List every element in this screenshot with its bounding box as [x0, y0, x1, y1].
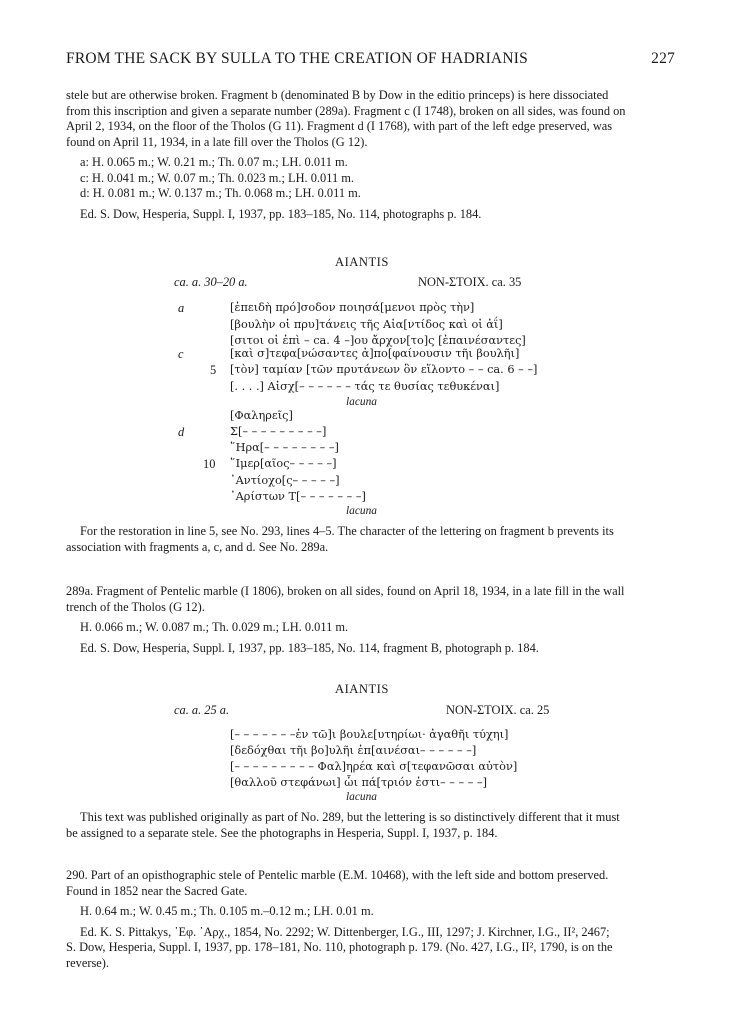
greek-line: [Φαληρεῖς]	[230, 409, 293, 422]
intro-paragraph	[66, 88, 674, 150]
lacuna-label: lacuna	[346, 791, 378, 803]
greek-line: [τὸν] ταμίαν [τῶν πρυτάνεων ὃν εἵλοντο – – ca. 6 – –]	[230, 363, 538, 376]
text-line: be assigned to a separate stele. See the photographs in Hesperia, Suppl. I, 1937, p. 184.	[66, 825, 498, 840]
tribe-heading: AIANTIS	[335, 255, 389, 269]
greek-line: ῞Ιμερ[αῖος– – – – –]	[230, 457, 337, 470]
text-line: from this inscription and given a separate number (289a). Fragment c (I 1748), broken on all sides, was found on	[66, 103, 626, 118]
entry-289a-description	[66, 584, 674, 656]
text-line: Found in 1852 near the Sacred Gate.	[66, 883, 248, 898]
greek-line: ᾿Αντίοχο[ς– – – – –]	[230, 474, 340, 487]
running-title: FROM THE SACK BY SULLA TO THE CREATION OF HADRIANIS	[66, 50, 528, 67]
text-line: This text was published originally as part of No. 289, but the lettering is so distinctively different that it must	[80, 810, 620, 824]
greek-line: ῞Ηρα[– – – – – – – –]	[230, 441, 339, 454]
greek-line: [θαλλοῦ στεφάνωι] ὧι πά[τριόν ἐστι– – – – –]	[230, 776, 488, 789]
text-line: For the restoration in line 5, see No. 293, lines 4–5. The character of the lettering on fragment b prevents its	[80, 524, 614, 538]
text-line: association with fragments a, c, and d. See No. 289a.	[66, 539, 329, 554]
lacuna-label: lacuna	[346, 396, 378, 408]
fragment-label: c	[178, 347, 184, 361]
page-number: 227	[651, 50, 675, 67]
stoichedon-note: NON-ΣΤΟΙΧ. ca. 25	[446, 703, 550, 717]
measurement-c: c: H. 0.041 m.; W. 0.07 m.; Th. 0.023 m.; LH. 0.011 m.	[80, 170, 354, 185]
greek-line: [– – – – – – –ἐν τῶ]ι βουλε[υτηρίωι· ἀγαθῆι τύχηι]	[230, 728, 509, 741]
edition-reference: Ed. S. Dow, Hesperia, Suppl. I, 1937, pp. 183–185, No. 114, fragment B, photograph p. 184.	[80, 640, 539, 655]
measurements-289	[66, 155, 674, 222]
fragment-label: a	[178, 301, 185, 315]
text-line: S. Dow, Hesperia, Suppl. I, 1937, pp. 178–181, No. 110, photograph p. 179. (No. 427, I.G., II², 1790, is on the	[66, 940, 613, 955]
greek-line: [. . . .] Αἰσχ[– – – – – – τάς τε θυσίας τεθυκέναι]	[230, 380, 500, 393]
measurement-d: d: H. 0.081 m.; W. 0.137 m.; Th. 0.068 m.; LH. 0.011 m.	[80, 186, 361, 201]
text-line: found on April 11, 1934, in a late fill over the Tholos (G 12).	[66, 134, 368, 149]
greek-line: [σιτοι οἱ ἐπὶ – ca. 4 –]ου ἄρχον[το]ς [ἐπαινέσαντες]	[230, 334, 526, 347]
text-line: 290. Part of an opisthographic stele of Pentelic marble (E.M. 10468), with the left side and bottom preserved.	[66, 868, 609, 882]
text-line: stele but are otherwise broken. Fragment b (denominated B by Dow in the editio princeps) is here dissociated	[66, 88, 609, 102]
text-line: 289a. Fragment of Pentelic marble (I 1806), broken on all sides, found on April 18, 1934, in a late fill in the wall	[66, 584, 625, 598]
greek-line: [βουλὴν οἱ πρυ]τάνεις τῆς Αἰα[ντίδος καὶ οἱ ἀΐ]	[230, 318, 503, 331]
stoichedon-note: NON-ΣΤΟΙΧ. ca. 35	[418, 275, 522, 289]
entry-290-description	[66, 868, 674, 972]
line-number: 10	[203, 457, 216, 471]
measurement-a: a: H. 0.065 m.; W. 0.21 m.; Th. 0.07 m.; LH. 0.011 m.	[80, 155, 348, 169]
text-line: reverse).	[66, 955, 109, 970]
commentary-289	[66, 524, 674, 555]
edition-reference: Ed. S. Dow, Hesperia, Suppl. I, 1937, pp. 183–185, No. 114, photographs p. 184.	[80, 206, 482, 221]
measurements-289a: H. 0.066 m.; W. 0.087 m.; Th. 0.029 m.; LH. 0.011 m.	[80, 620, 349, 635]
commentary-289a	[66, 810, 674, 841]
greek-line: [καὶ σ]τεφα[νώσαντες ἀ]πο[φαίνουσιν τῆι βουλῆι]	[230, 347, 520, 360]
greek-line: Σ[– – – – – – – – –]	[230, 425, 327, 438]
greek-line: [δεδόχθαι τῆι βο]υλῆι ἐπ[αινέσαι– – – – – –]	[230, 744, 477, 757]
tribe-heading: AIANTIS	[335, 682, 389, 696]
text-line: April 2, 1934, on the floor of the Tholos (G 11). Fragment d (I 1768), with part of the left edge preserved, was	[66, 119, 613, 134]
text-line: trench of the Tholos (G 12).	[66, 599, 205, 614]
edition-reference: Ed. K. S. Pittakys, ᾿Εφ. ᾿Αρχ., 1854, No. 2292; W. Dittenberger, I.G., III, 1297; J. Kirchner, I.G., II², 2467;	[80, 924, 610, 939]
inscription-date: ca. a. 30–20 a.	[174, 275, 248, 289]
measurements-290: H. 0.64 m.; W. 0.45 m.; Th. 0.105 m.–0.12 m.; LH. 0.01 m.	[80, 904, 374, 919]
greek-line: ᾿Αρίστων Τ[– – – – – – –]	[230, 490, 366, 503]
greek-line: [– – – – – – – – – Φαλ]ηρέα καὶ σ[τεφανῶσαι αὐτὸν]	[230, 760, 518, 773]
fragment-label: d	[178, 425, 185, 439]
line-number: 5	[210, 363, 217, 377]
lacuna-label: lacuna	[346, 505, 378, 517]
inscription-date: ca. a. 25 a.	[174, 703, 230, 717]
greek-line: [ἐπειδὴ πρό]σοδον ποιησά[μενοι πρὸς τὴν]	[230, 301, 475, 314]
